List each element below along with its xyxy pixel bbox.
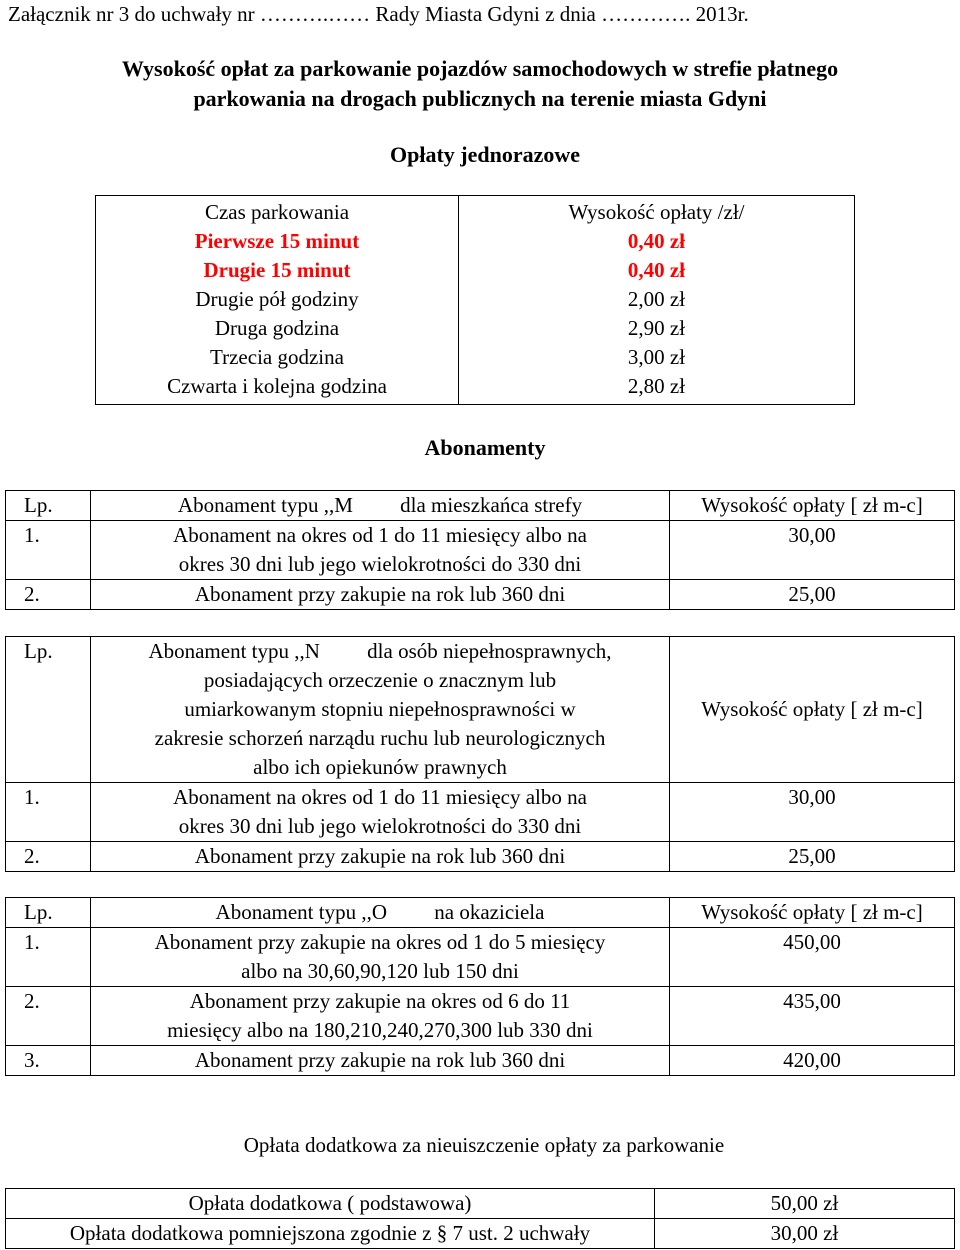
additional-fee-table <box>5 1188 955 1249</box>
subscription-o-desc: na okaziciela <box>434 900 545 924</box>
description-line: okres 30 dni lub jego wielokrotności do 330 dni <box>178 552 582 576</box>
header-line: umiarkowanym stopniu niepełnosprawności w <box>184 697 576 721</box>
header-line: zakresie schorzeń narządu ruchu lub neurologicznych <box>154 726 606 750</box>
subscription-o-header <box>91 898 670 928</box>
subscription-m-header <box>91 491 670 521</box>
lp-value: 1. <box>6 783 91 842</box>
subscription-m-desc: dla mieszkańca strefy <box>400 493 583 517</box>
header-line: posiadających orzeczenie o znacznym lub <box>203 668 557 692</box>
subscriptions-heading: Abonamenty <box>424 435 546 460</box>
lp-header: Lp. <box>6 491 91 521</box>
description-line: okres 30 dni lub jego wielokrotności do 330 dni <box>178 814 582 838</box>
fee-header: Wysokość opłaty /zł/ <box>568 200 745 224</box>
additional-fee-label: Opłata dodatkowa ( podstawowa) <box>6 1189 655 1219</box>
subscription-description <box>91 521 670 580</box>
description-line: Abonament przy zakupie na okres od 6 do 11 <box>189 989 571 1013</box>
time-row: Druga godzina <box>214 316 340 340</box>
parking-time-column <box>96 196 459 405</box>
time-row: Drugie 15 minut <box>203 258 351 282</box>
fee-value: 30,00 <box>670 783 955 842</box>
subscription-description <box>91 928 670 987</box>
document-title-line-2: parkowania na drogach publicznych na terenie miasta Gdyni <box>193 86 767 111</box>
subscription-description <box>91 783 670 842</box>
subscription-description: Abonament przy zakupie na rok lub 360 dni <box>91 1046 670 1076</box>
time-row: Pierwsze 15 minut <box>194 229 360 253</box>
header-line: albo ich opiekunów prawnych <box>253 755 507 779</box>
fee-value: 2,80 zł <box>627 374 686 398</box>
fee-column <box>459 196 855 405</box>
fee-value: 2,90 zł <box>627 316 686 340</box>
subscription-m-table <box>5 490 955 610</box>
parking-time-header: Czas parkowania <box>204 200 350 224</box>
additional-fee-value: 30,00 zł <box>655 1219 955 1249</box>
subscription-description <box>91 987 670 1046</box>
subscription-description: Abonament przy zakupie na rok lub 360 dni <box>91 580 670 610</box>
additional-fee-value: 50,00 zł <box>655 1189 955 1219</box>
fee-value: 0,40 zł <box>627 229 686 253</box>
one-time-fees-table <box>95 195 855 405</box>
lp-value: 3. <box>6 1046 91 1076</box>
description-line: Abonament na okres od 1 do 11 miesięcy albo na <box>173 785 587 809</box>
description-line: Abonament przy zakupie na okres od 1 do 5 miesięcy <box>154 930 606 954</box>
time-row: Czwarta i kolejna godzina <box>167 374 387 398</box>
subscription-o-table <box>5 897 955 1076</box>
lp-header: Lp. <box>6 898 91 928</box>
additional-fee-heading: Opłata dodatkowa za nieuiszczenie opłaty za parkowanie <box>243 1133 725 1157</box>
lp-value: 2. <box>6 580 91 610</box>
fee-value: 420,00 <box>670 1046 955 1076</box>
subscription-n-table <box>5 636 955 872</box>
subscription-n-type: Abonament typu ,,N <box>148 639 320 663</box>
fee-header: Wysokość opłaty [ zł m-c] <box>670 491 955 521</box>
subscription-n-header <box>91 637 670 783</box>
description-line: albo na 30,60,90,120 lub 150 dni <box>241 959 519 983</box>
attachment-header: Załącznik nr 3 do uchwały nr ……….…… Rady Miasta Gdyni z dnia …………. 2013r. <box>8 2 749 26</box>
fee-value: 2,00 zł <box>627 287 686 311</box>
fee-header: Wysokość opłaty [ zł m-c] <box>670 637 955 783</box>
lp-value: 1. <box>6 521 91 580</box>
subscription-n-desc: dla osób niepełnosprawnych, <box>367 639 612 663</box>
fee-header: Wysokość opłaty [ zł m-c] <box>670 898 955 928</box>
lp-value: 1. <box>6 928 91 987</box>
additional-fee-label: Opłata dodatkowa pomniejszona zgodnie z § 7 ust. 2 uchwały <box>6 1219 655 1249</box>
description-line: Abonament na okres od 1 do 11 miesięcy albo na <box>173 523 587 547</box>
time-row: Trzecia godzina <box>210 345 344 369</box>
time-row: Drugie pół godziny <box>195 287 359 311</box>
fee-value: 0,40 zł <box>627 258 686 282</box>
lp-value: 2. <box>6 842 91 872</box>
lp-value: 2. <box>6 987 91 1046</box>
fee-value: 25,00 <box>670 842 955 872</box>
subscription-m-type: Abonament typu ,,M <box>177 493 353 517</box>
description-line: miesięcy albo na 180,210,240,270,300 lub 330 dni <box>167 1018 593 1042</box>
lp-header: Lp. <box>6 637 91 783</box>
document-title-line-1: Wysokość opłat za parkowanie pojazdów samochodowych w strefie płatnego <box>121 56 839 81</box>
one-time-fees-heading: Opłaty jednorazowe <box>389 142 581 167</box>
fee-value: 30,00 <box>670 521 955 580</box>
subscription-o-type: Abonament typu ,,O <box>215 900 388 924</box>
fee-value: 435,00 <box>670 987 955 1046</box>
fee-value: 25,00 <box>670 580 955 610</box>
fee-value: 450,00 <box>670 928 955 987</box>
fee-value: 3,00 zł <box>627 345 686 369</box>
subscription-description: Abonament przy zakupie na rok lub 360 dni <box>91 842 670 872</box>
